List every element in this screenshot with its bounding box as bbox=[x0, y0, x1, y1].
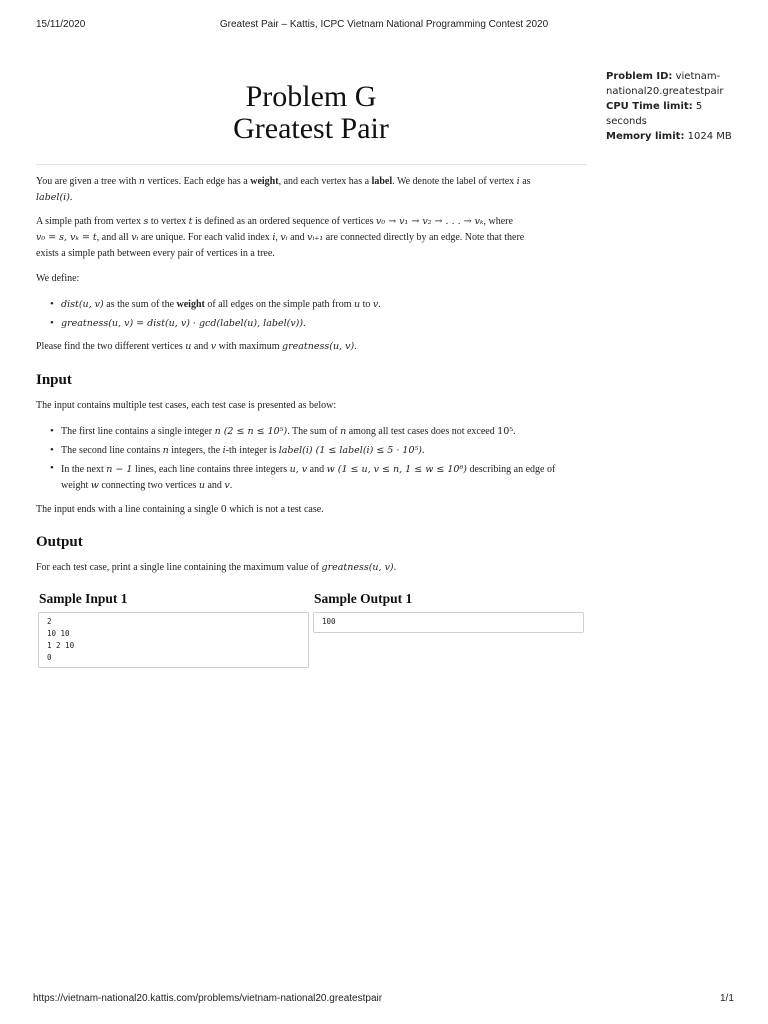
text: The second line contains bbox=[61, 445, 163, 456]
text: connecting two vertices bbox=[98, 480, 199, 491]
text: of all edges on the simple path from bbox=[204, 299, 354, 310]
text: . bbox=[229, 480, 233, 491]
problem-title-letter: Problem G bbox=[245, 80, 377, 113]
text: In the next bbox=[61, 464, 107, 475]
math: greatness(u, v) bbox=[321, 562, 394, 573]
text: are connected directly by an edge. Note that there bbox=[323, 232, 525, 243]
text: , where bbox=[483, 216, 513, 227]
text: You are given a tree with bbox=[36, 176, 139, 187]
text: with maximum bbox=[216, 341, 283, 352]
text: which is not a test case. bbox=[226, 504, 324, 515]
math: i bbox=[516, 176, 520, 187]
text: lines, each line contains three integers bbox=[132, 464, 290, 475]
list-item bbox=[36, 422, 587, 441]
text: and bbox=[307, 464, 327, 475]
math: i bbox=[222, 445, 226, 456]
math: vᵢ₊₁ bbox=[307, 232, 324, 243]
definitions-list bbox=[36, 295, 587, 333]
output-heading: Output bbox=[36, 534, 83, 550]
math: v bbox=[210, 341, 217, 352]
list-item bbox=[36, 441, 587, 460]
statement-paragraph-1 bbox=[36, 174, 587, 206]
text: Please find the two different vertices bbox=[36, 341, 186, 352]
math: u bbox=[354, 299, 361, 310]
text: . bbox=[69, 192, 73, 203]
sample-input-heading: Sample Input 1 bbox=[39, 591, 128, 606]
text: . We denote the label of vertex bbox=[392, 176, 517, 187]
text: and bbox=[287, 232, 308, 243]
math: n − 1 bbox=[106, 464, 133, 475]
bold-term: label bbox=[371, 176, 393, 187]
text: exists a simple path between every pair of vertices in a tree. bbox=[36, 248, 275, 259]
text: weight bbox=[61, 480, 91, 491]
text: describing an edge of bbox=[466, 464, 556, 475]
math: greatness(u, v) = dist(u, v) · gcd(label(u), label(v)) bbox=[61, 318, 304, 329]
math: t bbox=[188, 216, 193, 227]
text: and bbox=[204, 480, 225, 491]
math: (1 ≤ u, v ≤ n, 1 ≤ w ≤ 10⁶) bbox=[334, 464, 467, 475]
input-intro: The input contains multiple test cases, each test case is presented as below: bbox=[36, 400, 337, 411]
problem-metadata bbox=[606, 69, 746, 144]
text: , and each vertex has a bbox=[278, 176, 372, 187]
text: The input ends with a line containing a single bbox=[36, 504, 221, 515]
text: as bbox=[519, 176, 531, 187]
math: 0 bbox=[220, 504, 227, 515]
text: . bbox=[378, 299, 381, 310]
text: , and all bbox=[96, 232, 132, 243]
math: label(i) (1 ≤ label(i) ≤ 5 · 10⁵) bbox=[278, 445, 422, 456]
text: The first line contains a single integer bbox=[61, 426, 215, 437]
text: to vertex bbox=[148, 216, 189, 227]
text: A simple path from vertex bbox=[36, 216, 144, 227]
input-heading: Input bbox=[36, 372, 72, 388]
math: dist(u, v) bbox=[61, 299, 104, 310]
math: w bbox=[90, 480, 99, 491]
math: vᵢ bbox=[131, 232, 139, 243]
memory-limit bbox=[606, 129, 746, 144]
math: n (2 ≤ n ≤ 10⁵) bbox=[214, 426, 288, 437]
text: vertices. Each edge has a bbox=[144, 176, 251, 187]
problem-id bbox=[606, 69, 746, 99]
statement-paragraph-2 bbox=[36, 214, 587, 262]
list-item bbox=[36, 314, 587, 333]
print-page-number: 1/1 bbox=[720, 993, 734, 1004]
math: v bbox=[372, 299, 379, 310]
cpu-time-value: 5 seconds bbox=[606, 101, 703, 127]
cpu-time-limit bbox=[606, 99, 746, 129]
text: . bbox=[354, 341, 357, 352]
bold-term: weight bbox=[176, 299, 205, 310]
text: . bbox=[393, 562, 397, 573]
memory-value: 1024 MB bbox=[687, 131, 732, 142]
math: greatness(u, v) bbox=[282, 341, 355, 352]
sample-output-box[interactable]: 100 bbox=[313, 612, 584, 633]
math: v₀ = s, vₖ = t bbox=[36, 232, 97, 243]
define-label: We define: bbox=[36, 273, 80, 284]
math: n bbox=[162, 445, 169, 456]
bold-term: weight bbox=[250, 176, 279, 187]
input-end-note bbox=[36, 502, 587, 518]
text: . bbox=[513, 426, 516, 437]
text: . bbox=[422, 445, 425, 456]
text: . bbox=[303, 318, 306, 329]
math: u bbox=[185, 341, 192, 352]
sample-input-box[interactable]: 2 10 10 1 2 10 0 bbox=[38, 612, 309, 668]
math: label(i) bbox=[36, 192, 70, 203]
title-divider bbox=[36, 164, 587, 165]
text: is defined as an ordered sequence of vertices bbox=[192, 216, 376, 227]
text: are unique. For each valid index bbox=[138, 232, 273, 243]
print-url: https://vietnam-national20.kattis.com/problems/vietnam-national20.greatestpair bbox=[33, 993, 383, 1004]
cpu-time-label: CPU Time limit: bbox=[606, 101, 693, 112]
math: u, v bbox=[289, 464, 308, 475]
task-paragraph bbox=[36, 339, 587, 355]
problem-id-value: vietnam-national20.greatestpair bbox=[606, 71, 724, 97]
list-item bbox=[36, 295, 587, 314]
text: to bbox=[360, 299, 373, 310]
math: n bbox=[340, 426, 347, 437]
problem-title-name: Greatest Pair bbox=[233, 112, 389, 145]
math: vᵢ bbox=[280, 232, 288, 243]
math: v bbox=[224, 480, 230, 491]
print-date: 15/11/2020 bbox=[36, 19, 86, 30]
output-text bbox=[36, 560, 587, 576]
text: For each test case, print a single line containing the maximum value of bbox=[36, 562, 322, 573]
sample-output-heading: Sample Output 1 bbox=[314, 591, 413, 606]
print-doc-title: Greatest Pair – Kattis, ICPC Vietnam National Programming Contest 2020 bbox=[219, 19, 549, 30]
math: i bbox=[272, 232, 276, 243]
text: -th integer is bbox=[225, 445, 279, 456]
math: n bbox=[138, 176, 145, 187]
text: among all test cases does not exceed bbox=[346, 426, 498, 437]
math: w bbox=[326, 464, 335, 475]
memory-label: Memory limit: bbox=[606, 131, 685, 142]
text: as the sum of the bbox=[103, 299, 177, 310]
list-item bbox=[36, 460, 587, 494]
math: s bbox=[143, 216, 149, 227]
text: , bbox=[275, 232, 281, 243]
math: u bbox=[198, 480, 205, 491]
text: integers, the bbox=[168, 445, 223, 456]
problem-id-label: Problem ID: bbox=[606, 71, 673, 82]
text: and bbox=[191, 341, 211, 352]
math: v₀ → v₁ → v₂ → . . . → vₖ bbox=[376, 216, 484, 227]
input-list bbox=[36, 422, 587, 494]
text: . The sum of bbox=[287, 426, 341, 437]
math: 10⁵ bbox=[497, 426, 514, 437]
